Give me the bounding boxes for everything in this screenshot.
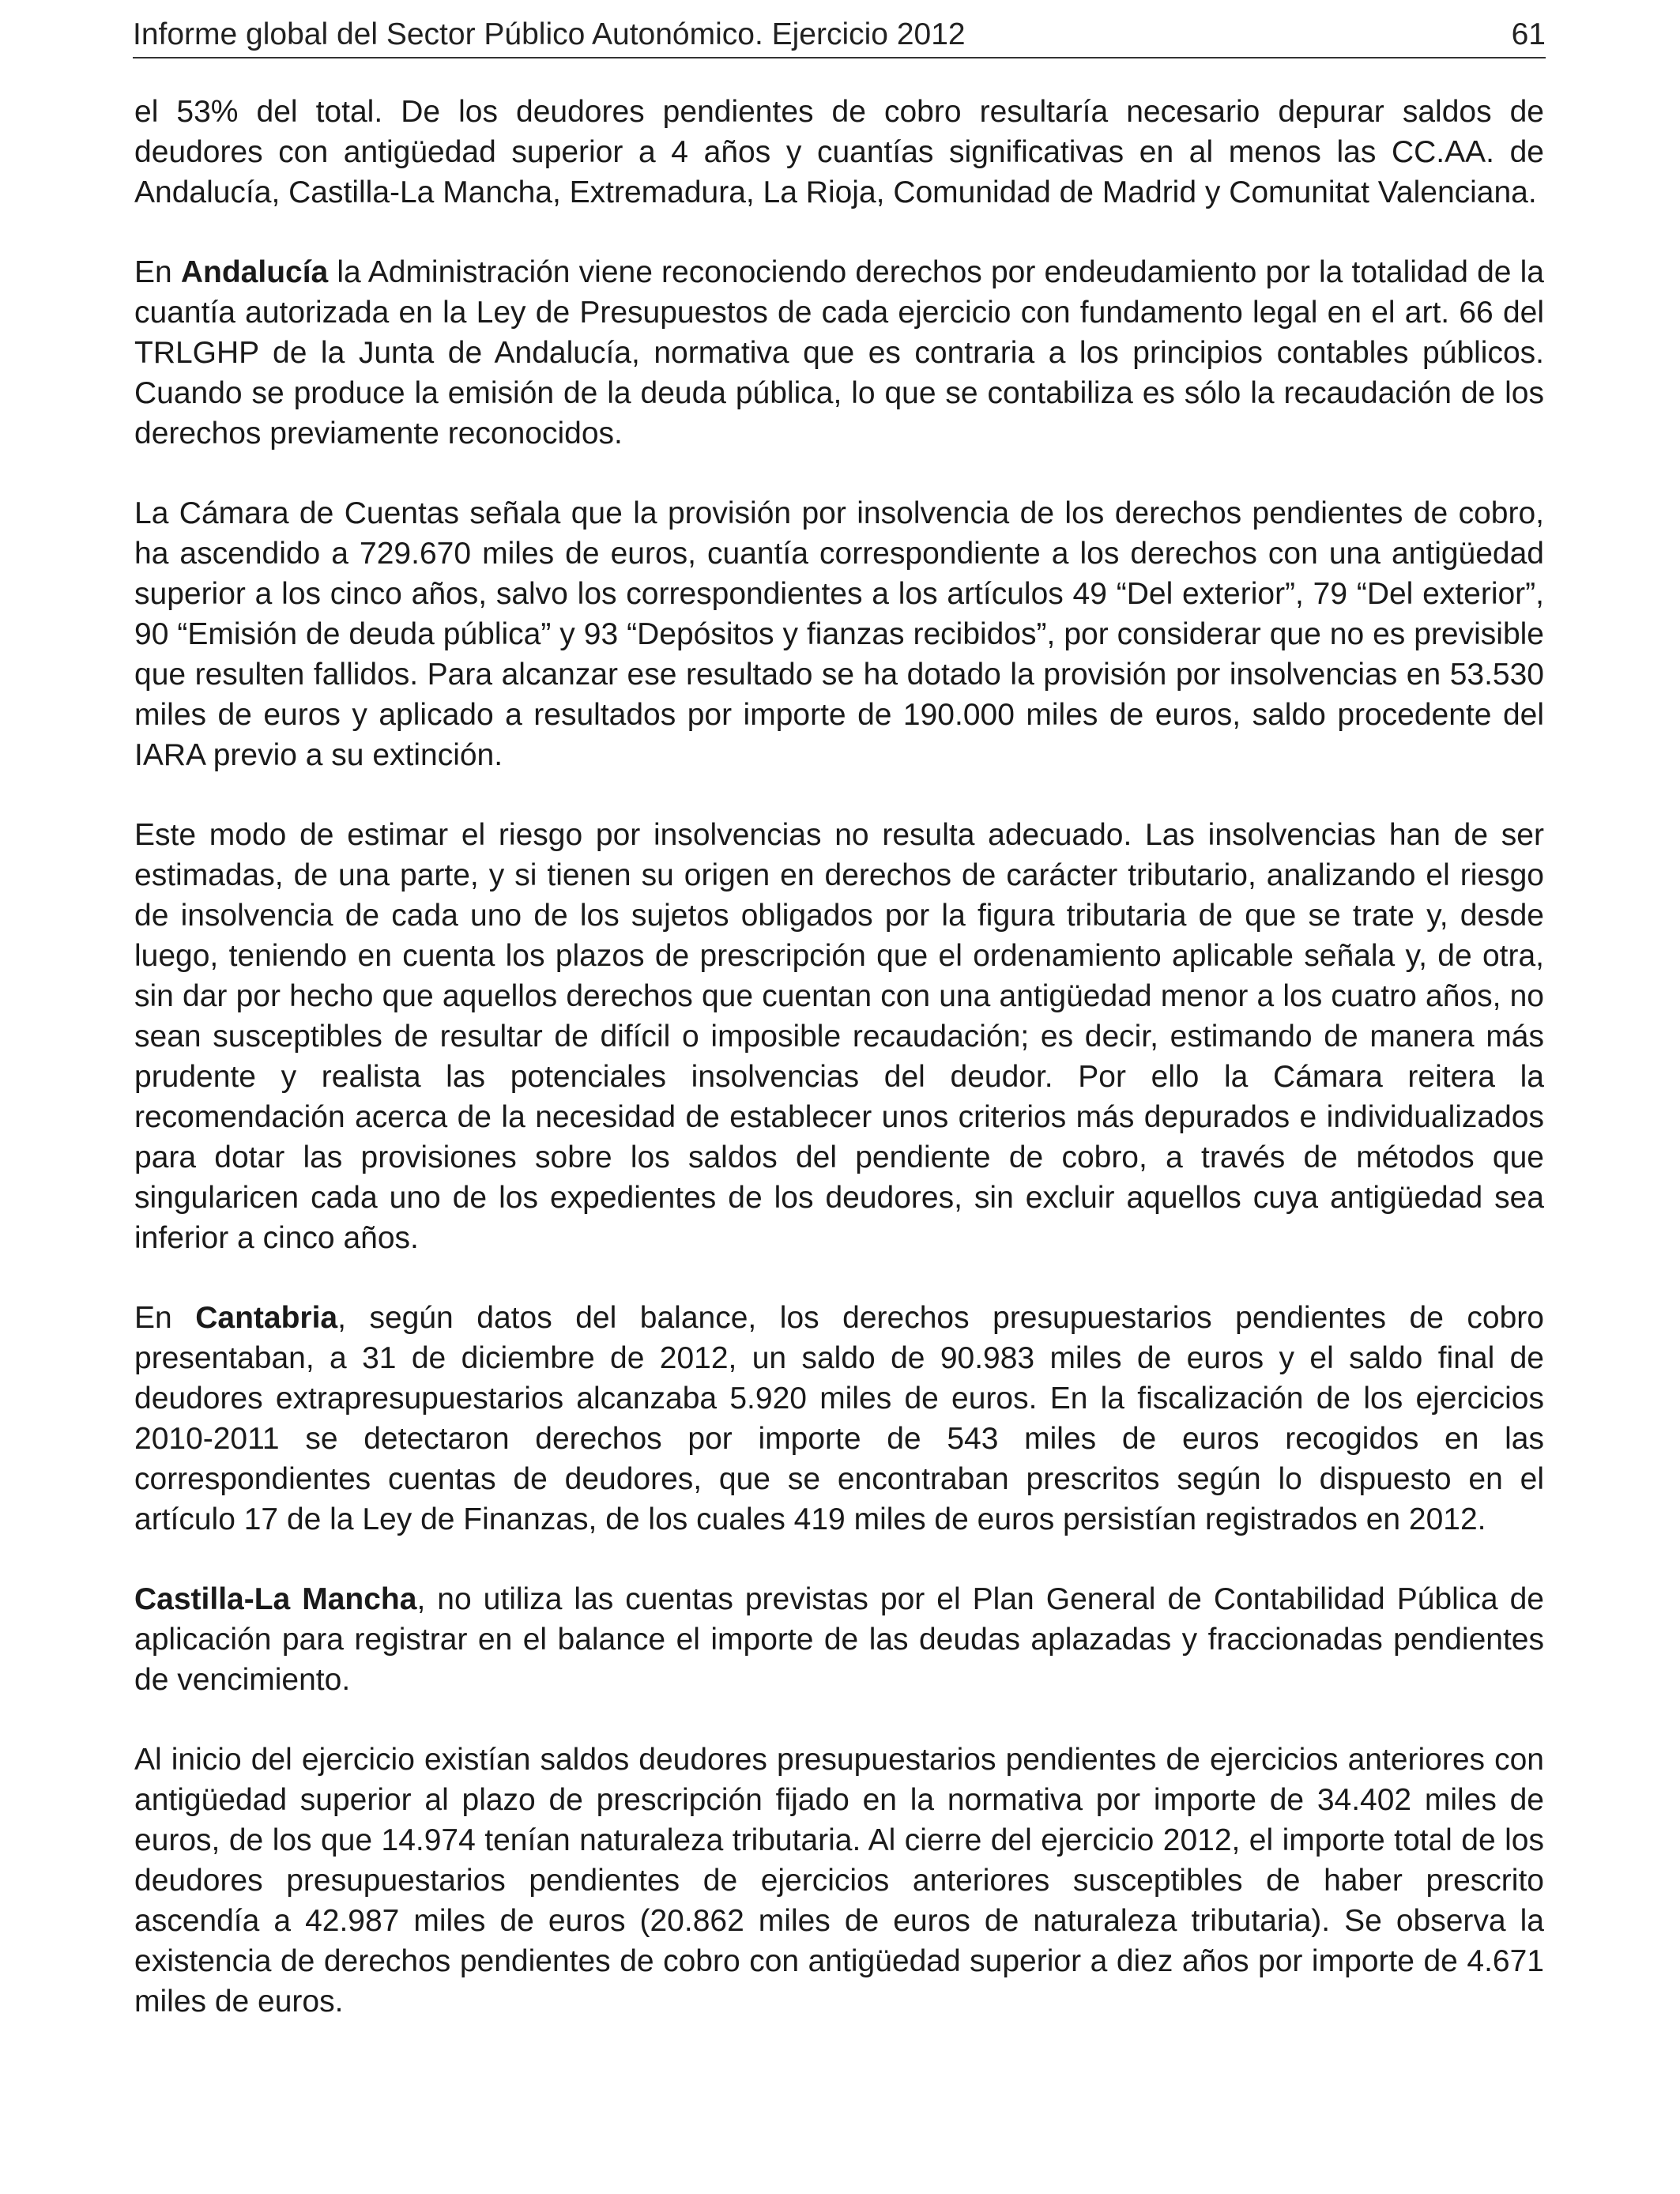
paragraph-lead: En [134,255,181,289]
paragraph [134,1740,1544,2022]
header-title: Informe global del Sector Público Autonómico. Ejercicio 2012 [133,17,966,51]
paragraph [134,252,1544,454]
paragraph [134,1298,1544,1540]
paragraph-text: , no utiliza las cuentas previstas por el Plan General de Contabilidad Pública de aplicación para registrar en el balance el importe de las deudas aplazadas y fraccionadas pendientes de vencimiento. [134,1582,1544,1697]
paragraph [134,92,1544,213]
paragraph-bold-term: Andalucía [180,255,329,289]
paragraph-text: el 53% del total. De los deudores pendientes de cobro resultaría necesario depurar saldos de deudores con antigüedad superior a 4 años y cuantías significativas en al menos las CC.AA. de Andalucía, Castilla-La Mancha, Extremadura, La Rioja, Comunidad de Madrid y Comunitat Valenciana. [134,95,1544,209]
paragraph-lead: En [134,1301,196,1335]
paragraph [134,815,1544,1258]
page-header [133,13,1546,58]
paragraph-text: , según datos del balance, los derechos presupuestarios pendientes de cobro presentaban, a 31 de diciembre de 2012, un saldo de 90.983 miles de euros y el saldo final de deudores extrapresupuestarios alcanzaba 5.920 miles de euros. En la fiscalización de los ejercicios 2010-2011 se detectaron derechos por importe de 543 miles de euros recogidos en las correspondientes cuentas de deudores, que se encontraban prescritos según lo dispuesto en el artículo 17 de la Ley de Finanzas, de los cuales 419 miles de euros persistían registrados en 2012. [134,1301,1544,1536]
paragraph-text: la Administración viene reconociendo derechos por endeudamiento por la totalidad de la cuantía autorizada en la Ley de Presupuestos de cada ejercicio con fundamento legal en el art. 66 del TRLGHP de la Junta de Andalucía, normativa que es contraria a los principios contables públicos. Cuando se produce la emisión de la deuda pública, lo que se contabiliza es sólo la recaudación de los derechos previamente reconocidos. [134,255,1544,450]
paragraph-bold-term: Cantabria [195,1301,338,1335]
paragraph [134,493,1544,775]
paragraph [134,1579,1544,1700]
paragraph-bold-term: Castilla-La Mancha [134,1582,417,1616]
paragraph-text: Este modo de estimar el riesgo por insolvencias no resulta adecuado. Las insolvencias han de ser estimadas, de una parte, y si tienen su origen en derechos de carácter tributario, analizando el riesgo de insolvencia de cada uno de los sujetos obligados por la figura tributaria de que se trate y, desde luego, teniendo en cuenta los plazos de prescripción que el ordenamiento aplicable señala y, de otra, sin dar por hecho que aquellos derechos que cuentan con una antigüedad menor a los cuatro años, no sean susceptibles de resultar de difícil o imposible recaudación; es decir, estimando de manera más prudente y realista las potenciales insolvencias del deudor. Por ello la Cámara reitera la recomendación acerca de la necesidad de establecer unos criterios más depurados e individualizados para dotar las provisiones sobre los saldos del pendiente de cobro, a través de métodos que singularicen cada uno de los expedientes de los deudores, sin excluir aquellos cuya antigüedad sea inferior a cinco años. [134,818,1544,1255]
page-number: 61 [1511,17,1546,51]
document-body [134,92,1544,2061]
paragraph-text: La Cámara de Cuentas señala que la provisión por insolvencia de los derechos pendientes de cobro, ha ascendido a 729.670 miles de euros, cuantía correspondiente a los derechos con una antigüedad superior a los cinco años, salvo los correspondientes a los artículos 49 “Del exterior”, 79 “Del exterior”, 90 “Emisión de deuda pública” y 93 “Depósitos y fianzas recibidos”, por considerar que no es previsible que resulten fallidos. Para alcanzar ese resultado se ha dotado la provisión por insolvencias en 53.530 miles de euros y aplicado a resultados por importe de 190.000 miles de euros, saldo procedente del IARA previo a su extinción. [134,496,1544,772]
paragraph-text: Al inicio del ejercicio existían saldos deudores presupuestarios pendientes de ejercicios anteriores con antigüedad superior al plazo de prescripción fijado en la normativa por importe de 34.402 miles de euros, de los que 14.974 tenían naturaleza tributaria. Al cierre del ejercicio 2012, el importe total de los deudores presupuestarios pendientes de ejercicios anteriores susceptibles de haber prescrito ascendía a 42.987 miles de euros (20.862 miles de euros de naturaleza tributaria). Se observa la existencia de derechos pendientes de cobro con antigüedad superior a diez años por importe de 4.671 miles de euros. [134,1743,1544,2019]
